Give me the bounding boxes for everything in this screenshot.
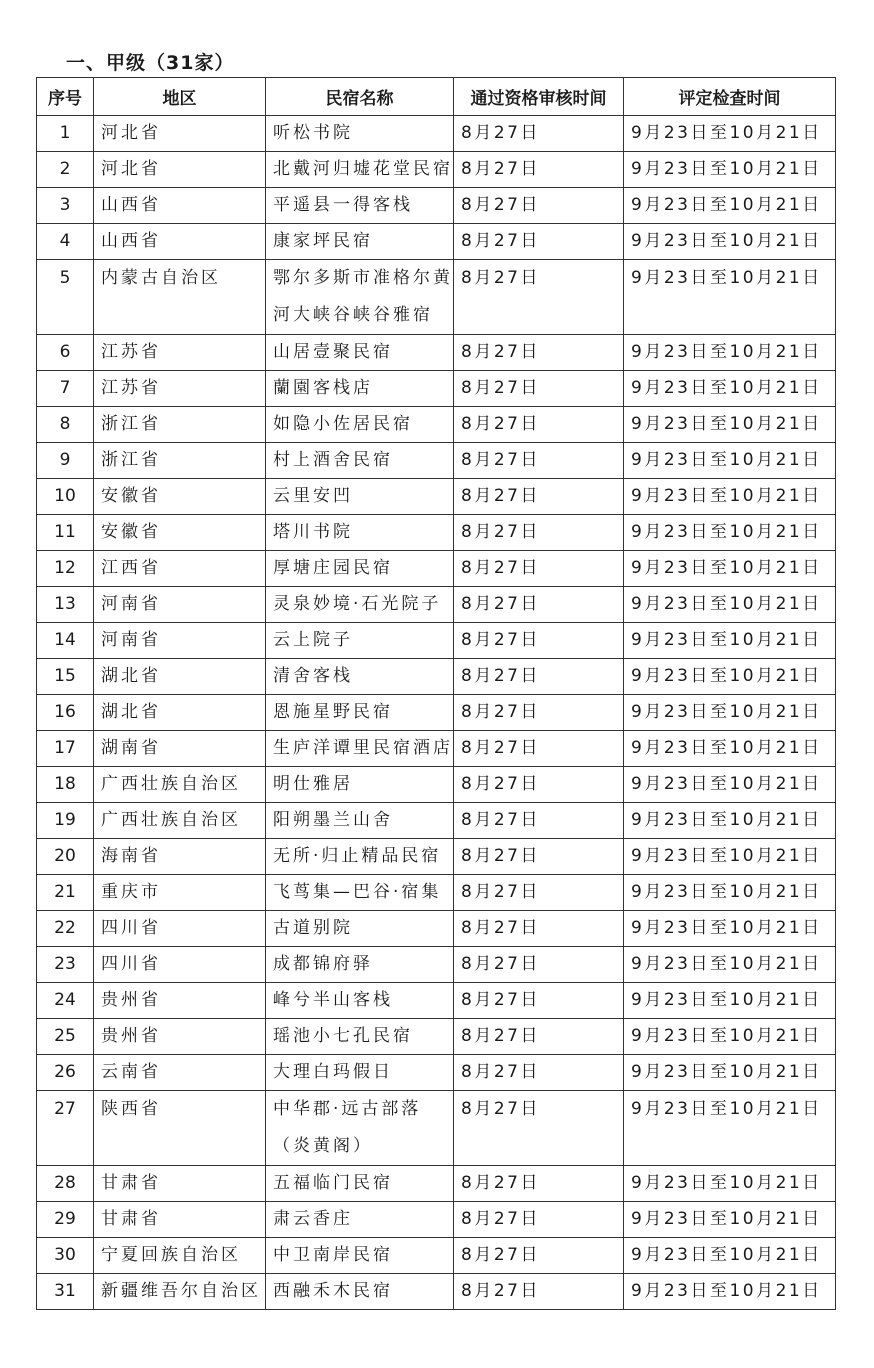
row-homestay-name: 康家坪民宿 (266, 224, 454, 260)
row-region: 湖北省 (94, 695, 266, 731)
row-region: 山西省 (94, 224, 266, 260)
table-row (37, 587, 836, 623)
row-inspection-period: 9月23日至10月21日 (624, 188, 836, 224)
row-homestay-name: 云里安凹 (266, 479, 454, 515)
row-serial: 26 (37, 1055, 94, 1091)
header-serial: 序号 (37, 78, 94, 116)
row-inspection-period: 9月23日至10月21日 (624, 152, 836, 188)
row-inspection-period: 9月23日至10月21日 (624, 947, 836, 983)
row-region: 江西省 (94, 551, 266, 587)
row-inspection-period: 9月23日至10月21日 (624, 623, 836, 659)
row-region: 四川省 (94, 947, 266, 983)
row-homestay-name: 恩施星野民宿 (266, 695, 454, 731)
row-region: 江苏省 (94, 335, 266, 371)
row-serial: 29 (37, 1202, 94, 1238)
table-row (37, 224, 836, 260)
row-region: 广西壮族自治区 (94, 767, 266, 803)
row-inspection-period: 9月23日至10月21日 (624, 695, 836, 731)
row-approval-date: 8月27日 (454, 1019, 624, 1055)
row-homestay-name: 山居壹聚民宿 (266, 335, 454, 371)
row-region: 云南省 (94, 1055, 266, 1091)
row-approval-date: 8月27日 (454, 875, 624, 911)
row-serial: 21 (37, 875, 94, 911)
table-row (37, 767, 836, 803)
row-serial: 19 (37, 803, 94, 839)
row-inspection-period: 9月23日至10月21日 (624, 731, 836, 767)
row-approval-date: 8月27日 (454, 767, 624, 803)
row-approval-date: 8月27日 (454, 731, 624, 767)
row-inspection-period: 9月23日至10月21日 (624, 911, 836, 947)
row-serial: 3 (37, 188, 94, 224)
row-homestay-name: 蘭園客栈店 (266, 371, 454, 407)
row-region: 宁夏回族自治区 (94, 1238, 266, 1274)
row-serial: 28 (37, 1166, 94, 1202)
row-homestay-name: 平遥县一得客栈 (266, 188, 454, 224)
row-region: 海南省 (94, 839, 266, 875)
row-homestay-name: 峰兮半山客栈 (266, 983, 454, 1019)
row-serial: 13 (37, 587, 94, 623)
row-serial: 24 (37, 983, 94, 1019)
table-row (37, 947, 836, 983)
table-row (37, 623, 836, 659)
row-region: 贵州省 (94, 983, 266, 1019)
row-region: 浙江省 (94, 443, 266, 479)
row-serial: 31 (37, 1274, 94, 1310)
row-serial: 18 (37, 767, 94, 803)
row-inspection-period: 9月23日至10月21日 (624, 335, 836, 371)
row-inspection-period: 9月23日至10月21日 (624, 1019, 836, 1055)
row-inspection-period: 9月23日至10月21日 (624, 551, 836, 587)
row-inspection-period: 9月23日至10月21日 (624, 659, 836, 695)
table-row (37, 371, 836, 407)
row-inspection-period: 9月23日至10月21日 (624, 1238, 836, 1274)
row-serial: 12 (37, 551, 94, 587)
table-row (37, 1238, 836, 1274)
row-serial: 5 (37, 260, 94, 335)
row-serial: 22 (37, 911, 94, 947)
row-region: 河北省 (94, 152, 266, 188)
row-inspection-period: 9月23日至10月21日 (624, 767, 836, 803)
row-region: 安徽省 (94, 479, 266, 515)
table-row (37, 515, 836, 551)
row-serial: 4 (37, 224, 94, 260)
row-homestay-name: 飞茑集—巴谷·宿集 (266, 875, 454, 911)
table-row (37, 1055, 836, 1091)
row-region: 湖北省 (94, 659, 266, 695)
row-serial: 10 (37, 479, 94, 515)
header-approval-date: 通过资格审核时间 (454, 78, 624, 116)
homestay-table (36, 77, 836, 1310)
row-inspection-period: 9月23日至10月21日 (624, 224, 836, 260)
row-serial: 7 (37, 371, 94, 407)
row-region: 河北省 (94, 116, 266, 152)
row-region: 四川省 (94, 911, 266, 947)
table-row (37, 116, 836, 152)
row-inspection-period: 9月23日至10月21日 (624, 260, 836, 335)
row-homestay-name: 无所·归止精品民宿 (266, 839, 454, 875)
row-inspection-period: 9月23日至10月21日 (624, 515, 836, 551)
row-homestay-name: 明仕雅居 (266, 767, 454, 803)
row-approval-date: 8月27日 (454, 443, 624, 479)
row-homestay-name: 如隐小佐居民宿 (266, 407, 454, 443)
table-row (37, 1091, 836, 1166)
row-homestay-name: 灵泉妙境·石光院子 (266, 587, 454, 623)
row-inspection-period: 9月23日至10月21日 (624, 1091, 836, 1166)
row-approval-date: 8月27日 (454, 587, 624, 623)
row-inspection-period: 9月23日至10月21日 (624, 875, 836, 911)
row-approval-date: 8月27日 (454, 371, 624, 407)
row-approval-date: 8月27日 (454, 947, 624, 983)
row-region: 甘肃省 (94, 1202, 266, 1238)
row-approval-date: 8月27日 (454, 515, 624, 551)
table-row (37, 911, 836, 947)
row-serial: 23 (37, 947, 94, 983)
row-serial: 20 (37, 839, 94, 875)
row-serial: 8 (37, 407, 94, 443)
row-homestay-name: 成都锦府驿 (266, 947, 454, 983)
row-homestay-name: 村上酒舍民宿 (266, 443, 454, 479)
row-inspection-period: 9月23日至10月21日 (624, 587, 836, 623)
table-row (37, 443, 836, 479)
row-approval-date: 8月27日 (454, 260, 624, 335)
table-row (37, 407, 836, 443)
table-header-row (37, 78, 836, 116)
row-approval-date: 8月27日 (454, 659, 624, 695)
table-row (37, 731, 836, 767)
row-serial: 1 (37, 116, 94, 152)
row-approval-date: 8月27日 (454, 1202, 624, 1238)
table-row (37, 1019, 836, 1055)
row-region: 江苏省 (94, 371, 266, 407)
row-inspection-period: 9月23日至10月21日 (624, 1274, 836, 1310)
row-serial: 17 (37, 731, 94, 767)
table-row (37, 335, 836, 371)
row-homestay-name: 五福临门民宿 (266, 1166, 454, 1202)
row-region: 河南省 (94, 623, 266, 659)
row-inspection-period: 9月23日至10月21日 (624, 443, 836, 479)
row-serial: 11 (37, 515, 94, 551)
row-homestay-name: 大理白玛假日 (266, 1055, 454, 1091)
row-inspection-period: 9月23日至10月21日 (624, 803, 836, 839)
table-row (37, 260, 836, 335)
header-region: 地区 (94, 78, 266, 116)
row-inspection-period: 9月23日至10月21日 (624, 1166, 836, 1202)
row-serial: 30 (37, 1238, 94, 1274)
row-homestay-name: 中卫南岸民宿 (266, 1238, 454, 1274)
table-row (37, 803, 836, 839)
row-serial: 2 (37, 152, 94, 188)
row-serial: 6 (37, 335, 94, 371)
row-serial: 25 (37, 1019, 94, 1055)
row-serial: 9 (37, 443, 94, 479)
row-region: 甘肃省 (94, 1166, 266, 1202)
row-region: 河南省 (94, 587, 266, 623)
row-inspection-period: 9月23日至10月21日 (624, 1202, 836, 1238)
row-approval-date: 8月27日 (454, 551, 624, 587)
row-approval-date: 8月27日 (454, 1238, 624, 1274)
row-homestay-name: 鄂尔多斯市准格尔黄河大峡谷峡谷雅宿 (266, 260, 454, 335)
table-row (37, 875, 836, 911)
table-row (37, 1166, 836, 1202)
row-region: 山西省 (94, 188, 266, 224)
row-approval-date: 8月27日 (454, 1091, 624, 1166)
row-approval-date: 8月27日 (454, 983, 624, 1019)
row-serial: 16 (37, 695, 94, 731)
row-approval-date: 8月27日 (454, 1055, 624, 1091)
row-homestay-name: 塔川书院 (266, 515, 454, 551)
row-region: 浙江省 (94, 407, 266, 443)
row-homestay-name: 厚塘庄园民宿 (266, 551, 454, 587)
table-body (37, 116, 836, 1310)
row-inspection-period: 9月23日至10月21日 (624, 839, 836, 875)
row-homestay-name: 瑶池小七孔民宿 (266, 1019, 454, 1055)
table-row (37, 983, 836, 1019)
table-row (37, 1274, 836, 1310)
row-approval-date: 8月27日 (454, 1166, 624, 1202)
table-row (37, 551, 836, 587)
row-inspection-period: 9月23日至10月21日 (624, 479, 836, 515)
row-homestay-name: 中华郡·远古部落（炎黄阁） (266, 1091, 454, 1166)
table-row (37, 1202, 836, 1238)
row-homestay-name: 北戴河归墟花堂民宿 (266, 152, 454, 188)
row-region: 重庆市 (94, 875, 266, 911)
row-approval-date: 8月27日 (454, 407, 624, 443)
row-region: 湖南省 (94, 731, 266, 767)
row-inspection-period: 9月23日至10月21日 (624, 116, 836, 152)
row-approval-date: 8月27日 (454, 911, 624, 947)
row-homestay-name: 清舍客栈 (266, 659, 454, 695)
row-homestay-name: 阳朔墨兰山舍 (266, 803, 454, 839)
header-homestay-name: 民宿名称 (266, 78, 454, 116)
row-approval-date: 8月27日 (454, 335, 624, 371)
row-approval-date: 8月27日 (454, 116, 624, 152)
row-region: 新疆维吾尔自治区 (94, 1274, 266, 1310)
row-approval-date: 8月27日 (454, 1274, 624, 1310)
row-inspection-period: 9月23日至10月21日 (624, 407, 836, 443)
row-inspection-period: 9月23日至10月21日 (624, 1055, 836, 1091)
row-inspection-period: 9月23日至10月21日 (624, 983, 836, 1019)
row-region: 陕西省 (94, 1091, 266, 1166)
table-row (37, 152, 836, 188)
header-inspection-period: 评定检查时间 (624, 78, 836, 116)
row-homestay-name: 西融禾木民宿 (266, 1274, 454, 1310)
row-homestay-name: 肃云香庄 (266, 1202, 454, 1238)
row-approval-date: 8月27日 (454, 695, 624, 731)
row-homestay-name: 古道别院 (266, 911, 454, 947)
section-title: 一、甲级（31家） (66, 52, 235, 74)
row-approval-date: 8月27日 (454, 224, 624, 260)
row-serial: 15 (37, 659, 94, 695)
row-region: 贵州省 (94, 1019, 266, 1055)
table-row (37, 659, 836, 695)
row-approval-date: 8月27日 (454, 479, 624, 515)
row-serial: 27 (37, 1091, 94, 1166)
row-approval-date: 8月27日 (454, 839, 624, 875)
table-row (37, 479, 836, 515)
row-serial: 14 (37, 623, 94, 659)
row-homestay-name: 听松书院 (266, 116, 454, 152)
table-row (37, 188, 836, 224)
row-region: 广西壮族自治区 (94, 803, 266, 839)
row-approval-date: 8月27日 (454, 188, 624, 224)
row-approval-date: 8月27日 (454, 803, 624, 839)
row-region: 内蒙古自治区 (94, 260, 266, 335)
row-homestay-name: 生庐洋谭里民宿酒店 (266, 731, 454, 767)
row-inspection-period: 9月23日至10月21日 (624, 371, 836, 407)
row-approval-date: 8月27日 (454, 152, 624, 188)
row-homestay-name: 云上院子 (266, 623, 454, 659)
row-region: 安徽省 (94, 515, 266, 551)
table-row (37, 695, 836, 731)
table-row (37, 839, 836, 875)
row-approval-date: 8月27日 (454, 623, 624, 659)
